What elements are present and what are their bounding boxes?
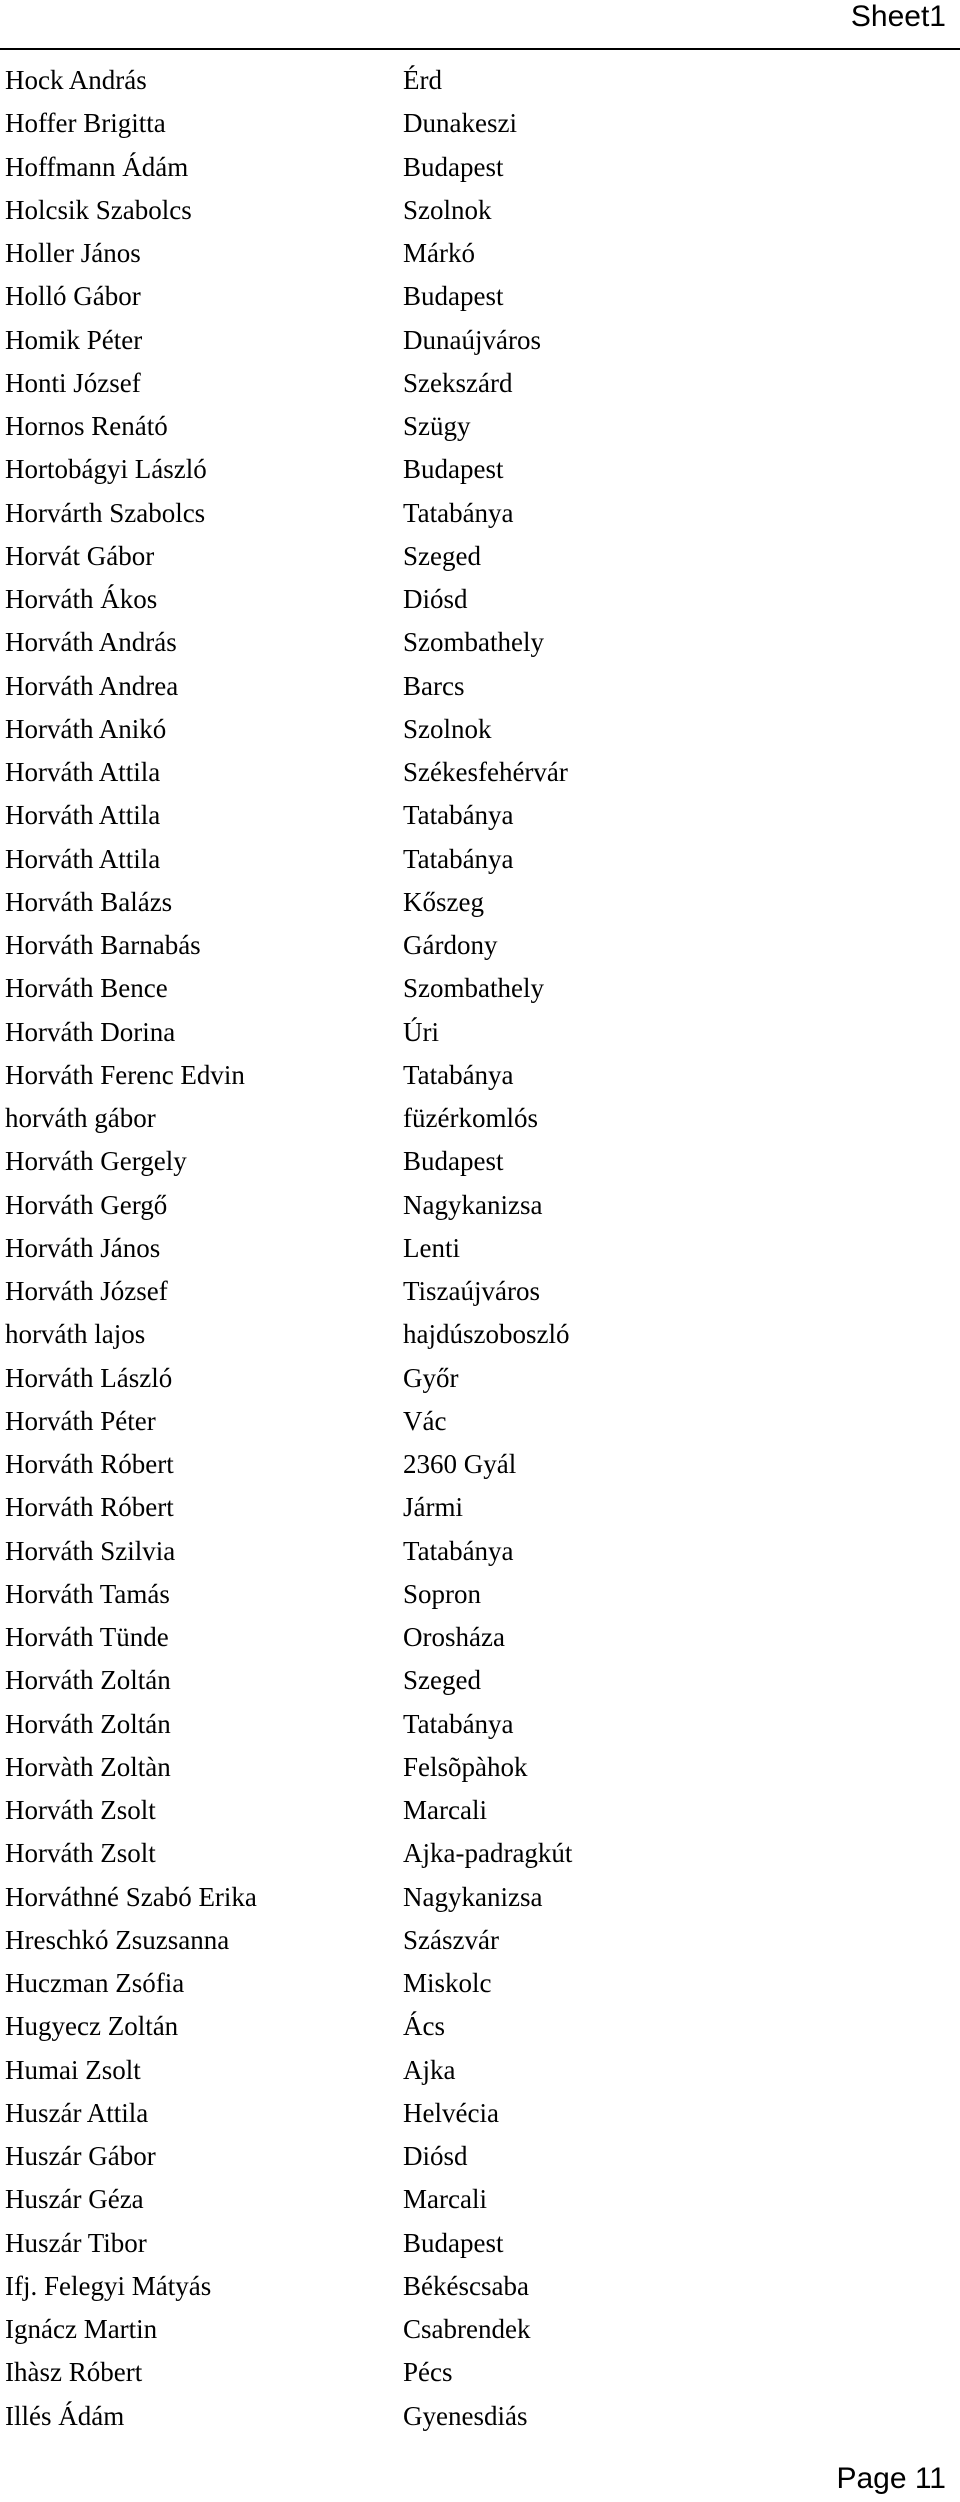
person-name: Horváth Ferenc Edvin — [5, 1059, 245, 1090]
list-row — [0, 665, 960, 708]
list-row — [0, 448, 960, 491]
list-row — [0, 2178, 960, 2221]
list-row — [0, 59, 960, 102]
person-name: Hoffer Brigitta — [5, 108, 166, 139]
person-name: Horváth Zoltán — [5, 1708, 171, 1739]
city-name: Úri — [403, 1016, 439, 1047]
person-name: Horváth János — [5, 1232, 161, 1263]
city-name: Tatabánya — [403, 1059, 514, 1090]
list-row — [0, 967, 960, 1010]
city-name: Szolnok — [403, 713, 492, 744]
person-name: Horváth Tünde — [5, 1622, 169, 1652]
person-name: Horváth András — [5, 627, 177, 658]
city-name: Orosháza — [403, 1622, 505, 1652]
city-name: Ács — [403, 2011, 445, 2042]
city-name: Helvécia — [403, 2097, 499, 2128]
city-name: Pécs — [403, 2357, 453, 2388]
list-row — [0, 2395, 960, 2438]
city-name: Nagykanizsa — [403, 1189, 543, 1220]
list-row — [0, 1357, 960, 1400]
person-name: Humai Zsolt — [5, 2054, 141, 2085]
list-row — [0, 1530, 960, 1573]
person-name: Holló Gábor — [5, 281, 141, 312]
city-name: 2360 Gyál — [403, 1449, 517, 1479]
list-row — [0, 1443, 960, 1486]
list-row — [0, 2005, 960, 2048]
person-name: Horváth Dorina — [5, 1016, 176, 1047]
person-name: Horvát Gábor — [5, 540, 155, 571]
person-name: Holcsik Szabolcs — [5, 194, 192, 225]
list-row — [0, 794, 960, 837]
list-row — [0, 838, 960, 881]
list-row — [0, 1789, 960, 1832]
list-row — [0, 1616, 960, 1659]
list-row — [0, 2092, 960, 2135]
sheet-title: Sheet1 — [850, 0, 946, 33]
city-name: Budapest — [403, 281, 504, 312]
city-name: Ajka — [403, 2054, 456, 2085]
person-name: Horváth Gergely — [5, 1146, 187, 1177]
list-row — [0, 1919, 960, 1962]
city-name: Lenti — [403, 1232, 460, 1263]
list-row — [0, 621, 960, 664]
city-name: Jármi — [403, 1492, 463, 1523]
city-name: Marcali — [403, 2184, 487, 2215]
list-row — [0, 102, 960, 145]
list-row — [0, 1227, 960, 1270]
city-name: Szolnok — [403, 194, 492, 225]
person-name: Hock András — [5, 65, 147, 95]
person-name: Huczman Zsófia — [5, 1968, 185, 1998]
list-row — [0, 1832, 960, 1875]
city-name: Szügy — [403, 411, 471, 441]
list-row — [0, 189, 960, 232]
person-name: Horváth Balázs — [5, 886, 173, 917]
list-row — [0, 1270, 960, 1313]
list-row — [0, 578, 960, 621]
list-row — [0, 1573, 960, 1616]
city-name: Tatabánya — [403, 1535, 514, 1566]
city-name: Sopron — [403, 1578, 482, 1609]
city-name: Békéscsaba — [403, 2270, 529, 2301]
city-name: Szombathely — [403, 627, 544, 658]
city-name: Vác — [403, 1405, 447, 1436]
city-name: Barcs — [403, 670, 465, 701]
city-name: Miskolc — [403, 1968, 492, 1998]
city-name: hajdúszoboszló — [403, 1319, 570, 1350]
city-name: Tatabánya — [403, 1708, 514, 1739]
city-name: füzérkomlós — [403, 1103, 538, 1133]
list-row — [0, 1486, 960, 1529]
city-name: Budapest — [403, 151, 504, 182]
person-name: Huszár Attila — [5, 2097, 149, 2128]
person-name: Illés Ádám — [5, 2400, 125, 2431]
person-name: Ifj. Felegyi Mátyás — [5, 2270, 212, 2301]
list-row — [0, 2308, 960, 2351]
city-name: Szeged — [403, 1665, 481, 1696]
list-row — [0, 1703, 960, 1746]
name-list — [0, 59, 960, 2438]
city-name: Székesfehérvár — [403, 757, 568, 787]
list-row — [0, 146, 960, 189]
city-name: Diósd — [403, 584, 468, 614]
person-name: Honti József — [5, 367, 141, 398]
person-name: Horváth László — [5, 1362, 173, 1393]
person-name: Horváth Zoltán — [5, 1665, 171, 1696]
list-row — [0, 1876, 960, 1919]
city-name: Csabrendek — [403, 2314, 531, 2344]
list-row — [0, 2049, 960, 2092]
person-name: Homik Péter — [5, 324, 143, 355]
list-row — [0, 1746, 960, 1789]
city-name: Felsõpàhok — [403, 1751, 528, 1782]
person-name: Horváth Bence — [5, 973, 168, 1004]
person-name: Hortobágyi László — [5, 454, 207, 485]
city-name: Szekszárd — [403, 367, 513, 398]
person-name: Ihàsz Róbert — [5, 2357, 143, 2388]
list-row — [0, 751, 960, 794]
person-name: Hreschkó Zsuzsanna — [5, 1924, 230, 1955]
person-name: Ignácz Martin — [5, 2314, 158, 2344]
city-name: Kőszeg — [403, 886, 484, 917]
city-name: Érd — [403, 65, 442, 95]
list-row — [0, 1313, 960, 1356]
person-name: Huszár Géza — [5, 2184, 144, 2215]
list-row — [0, 1054, 960, 1097]
list-row — [0, 1400, 960, 1443]
person-name: horváth lajos — [5, 1319, 146, 1350]
city-name: Budapest — [403, 454, 504, 485]
person-name: Horvàth Zoltàn — [5, 1751, 171, 1782]
list-row — [0, 1140, 960, 1183]
person-name: Horváth Péter — [5, 1405, 156, 1436]
list-row — [0, 708, 960, 751]
city-name: Budapest — [403, 1146, 504, 1177]
person-name: Hugyecz Zoltán — [5, 2011, 179, 2042]
city-name: Márkó — [403, 238, 475, 268]
list-row — [0, 1962, 960, 2005]
list-row — [0, 275, 960, 318]
person-name: Horváth Ákos — [5, 584, 158, 614]
person-name: Hoffmann Ádám — [5, 151, 189, 182]
person-name: Horváth Anikó — [5, 713, 167, 744]
person-name: Horváth Róbert — [5, 1449, 174, 1479]
city-name: Szászvár — [403, 1924, 499, 1955]
city-name: Szombathely — [403, 973, 544, 1004]
list-row — [0, 2351, 960, 2394]
city-name: Dunaújváros — [403, 324, 541, 355]
person-name: Horváth Attila — [5, 757, 161, 787]
city-name: Tatabánya — [403, 800, 514, 831]
list-row — [0, 232, 960, 275]
person-name: Huszár Gábor — [5, 2141, 156, 2171]
list-row — [0, 2135, 960, 2178]
city-name: Marcali — [403, 1795, 487, 1825]
list-row — [0, 1011, 960, 1054]
person-name: Horvárth Szabolcs — [5, 497, 206, 528]
city-name: Tiszaújváros — [403, 1276, 541, 1306]
list-row — [0, 2265, 960, 2308]
list-row — [0, 2222, 960, 2265]
city-name: Győr — [403, 1362, 459, 1393]
person-name: horváth gábor — [5, 1103, 156, 1133]
person-name: Horváth Barnabás — [5, 930, 201, 960]
person-name: Horváth Attila — [5, 800, 161, 831]
city-name: Ajka-padragkút — [403, 1838, 573, 1869]
list-row — [0, 492, 960, 535]
person-name: Horváth Zsolt — [5, 1795, 156, 1825]
city-name: Nagykanizsa — [403, 1881, 543, 1912]
list-row — [0, 881, 960, 924]
city-name: Gyenesdiás — [403, 2400, 528, 2431]
city-name: Tatabánya — [403, 843, 514, 874]
city-name: Diósd — [403, 2141, 468, 2171]
person-name: Huszár Tibor — [5, 2227, 147, 2258]
person-name: Holler János — [5, 238, 141, 268]
header-rule — [0, 48, 960, 50]
list-row — [0, 319, 960, 362]
person-name: Hornos Renátó — [5, 411, 168, 441]
list-row — [0, 362, 960, 405]
page-number: Page 11 — [836, 2462, 946, 2495]
list-row — [0, 1659, 960, 1702]
person-name: Horváth Gergő — [5, 1189, 168, 1220]
list-row — [0, 535, 960, 578]
city-name: Gárdony — [403, 930, 498, 960]
person-name: Horváth József — [5, 1276, 168, 1306]
person-name: Horváth Szilvia — [5, 1535, 176, 1566]
list-row — [0, 1184, 960, 1227]
list-row — [0, 924, 960, 967]
city-name: Tatabánya — [403, 497, 514, 528]
person-name: Horváthné Szabó Erika — [5, 1881, 257, 1912]
city-name: Szeged — [403, 540, 481, 571]
list-row — [0, 1097, 960, 1140]
person-name: Horváth Zsolt — [5, 1838, 156, 1869]
person-name: Horváth Andrea — [5, 670, 179, 701]
person-name: Horváth Tamás — [5, 1578, 170, 1609]
city-name: Budapest — [403, 2227, 504, 2258]
city-name: Dunakeszi — [403, 108, 517, 139]
list-row — [0, 405, 960, 448]
person-name: Horváth Róbert — [5, 1492, 174, 1523]
person-name: Horváth Attila — [5, 843, 161, 874]
